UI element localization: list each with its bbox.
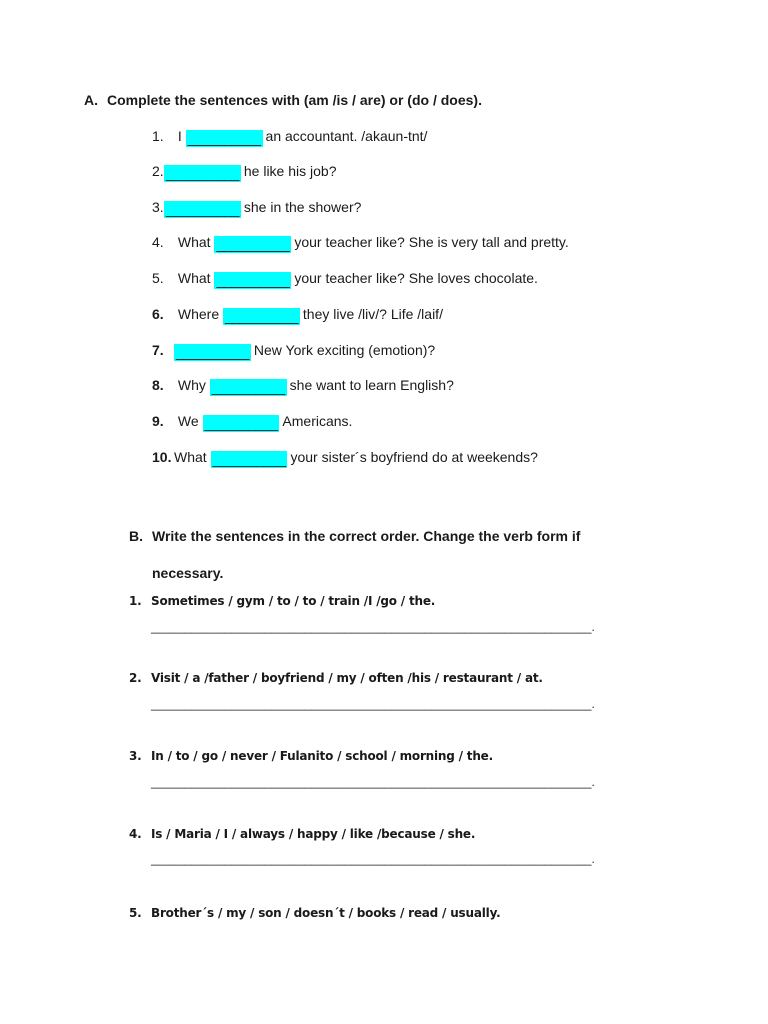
item-number: 1. xyxy=(129,594,142,608)
item-suffix: she want to learn English? xyxy=(289,377,454,393)
item-number: 1. xyxy=(152,128,164,144)
item-suffix: your teacher like? She loves chocolate. xyxy=(294,270,538,286)
item-prefix: We xyxy=(177,413,199,429)
section-a-item-8 xyxy=(152,375,454,395)
section-a-item-3 xyxy=(152,197,361,217)
item-suffix: she in the shower? xyxy=(243,199,362,215)
item-number: 2. xyxy=(152,163,164,179)
item-suffix: he like his job? xyxy=(243,163,337,179)
section-a-heading xyxy=(84,92,482,108)
item-suffix: Americans. xyxy=(282,413,353,429)
section-b-heading xyxy=(129,518,649,592)
item-number: 6. xyxy=(152,306,164,322)
item-prefix: I xyxy=(177,128,182,144)
fill-in-blank[interactable]: __________ xyxy=(211,379,285,395)
item-suffix: an accountant. /akaun-tnt/ xyxy=(265,128,428,144)
item-number: 3. xyxy=(152,199,164,215)
answer-line-4[interactable]: __________________________________________________________________. xyxy=(151,852,595,866)
item-number: 8. xyxy=(152,377,164,393)
section-b-title-line2: necessary. xyxy=(152,565,224,581)
section-b-item-3 xyxy=(129,749,493,763)
fill-in-blank[interactable]: __________ xyxy=(216,236,290,252)
section-a-item-4 xyxy=(152,232,569,252)
section-a-title: Complete the sentences with (am /is / are) or (do / does). xyxy=(107,92,482,108)
section-a-item-9 xyxy=(152,411,352,431)
section-a-item-2 xyxy=(152,161,337,181)
scrambled-sentence: Sometimes / gym / to / to / train /I /go / the. xyxy=(151,594,436,608)
section-b-item-2 xyxy=(129,671,543,685)
item-prefix: Where xyxy=(177,306,220,322)
fill-in-blank[interactable]: __________ xyxy=(225,308,298,324)
section-a-item-5 xyxy=(152,268,538,288)
item-suffix: your sister´s boyfriend do at weekends? xyxy=(290,449,538,465)
item-number: 5. xyxy=(129,906,142,920)
item-number: 10. xyxy=(152,449,172,465)
item-number: 3. xyxy=(129,749,142,763)
fill-in-blank[interactable]: __________ xyxy=(216,272,290,288)
fill-in-blank[interactable]: __________ xyxy=(166,201,239,217)
section-b-item-1 xyxy=(129,594,435,608)
fill-in-blank[interactable]: __________ xyxy=(166,165,239,181)
scrambled-sentence: In / to / go / never / Fulanito / school / morning / the. xyxy=(151,749,493,763)
section-b-item-5 xyxy=(129,906,500,920)
item-number: 2. xyxy=(129,671,142,685)
item-prefix: What xyxy=(177,270,211,286)
scrambled-sentence: Visit / a /father / boyfriend / my / often /his / restaurant / at. xyxy=(151,671,543,685)
item-number: 4. xyxy=(129,827,142,841)
section-b-title-line1: Write the sentences in the correct order. Change the verb form if xyxy=(152,528,581,544)
section-a-item-7 xyxy=(152,340,435,360)
item-prefix: What xyxy=(177,234,211,250)
item-suffix: they live /liv/? Life /laif/ xyxy=(302,306,443,322)
item-number: 4. xyxy=(152,234,164,250)
fill-in-blank[interactable]: __________ xyxy=(204,415,278,431)
answer-line-3[interactable]: __________________________________________________________________. xyxy=(151,775,595,789)
scrambled-sentence: Is / Maria / I / always / happy / like /because / she. xyxy=(151,827,476,841)
item-suffix: your teacher like? She is very tall and pretty. xyxy=(294,234,569,250)
item-number: 9. xyxy=(152,413,164,429)
item-suffix: New York exciting (emotion)? xyxy=(253,342,436,358)
section-a-item-6 xyxy=(152,304,443,324)
fill-in-blank[interactable]: __________ xyxy=(187,130,261,146)
section-a-item-10 xyxy=(152,447,538,467)
fill-in-blank[interactable]: __________ xyxy=(176,344,249,360)
item-number: 5. xyxy=(152,270,164,286)
section-b-item-4 xyxy=(129,827,475,841)
section-a-letter: A. xyxy=(84,92,98,108)
item-number: 7. xyxy=(152,342,164,358)
answer-line-2[interactable]: __________________________________________________________________. xyxy=(151,697,595,711)
scrambled-sentence: Brother´s / my / son / doesn´t / books / read / usually. xyxy=(151,906,501,920)
fill-in-blank[interactable]: __________ xyxy=(212,451,286,467)
answer-line-1[interactable]: __________________________________________________________________. xyxy=(151,620,595,634)
section-b-letter: B. xyxy=(129,528,143,544)
item-prefix: What xyxy=(174,449,207,465)
item-prefix: Why xyxy=(177,377,206,393)
section-a-item-1 xyxy=(152,126,427,146)
